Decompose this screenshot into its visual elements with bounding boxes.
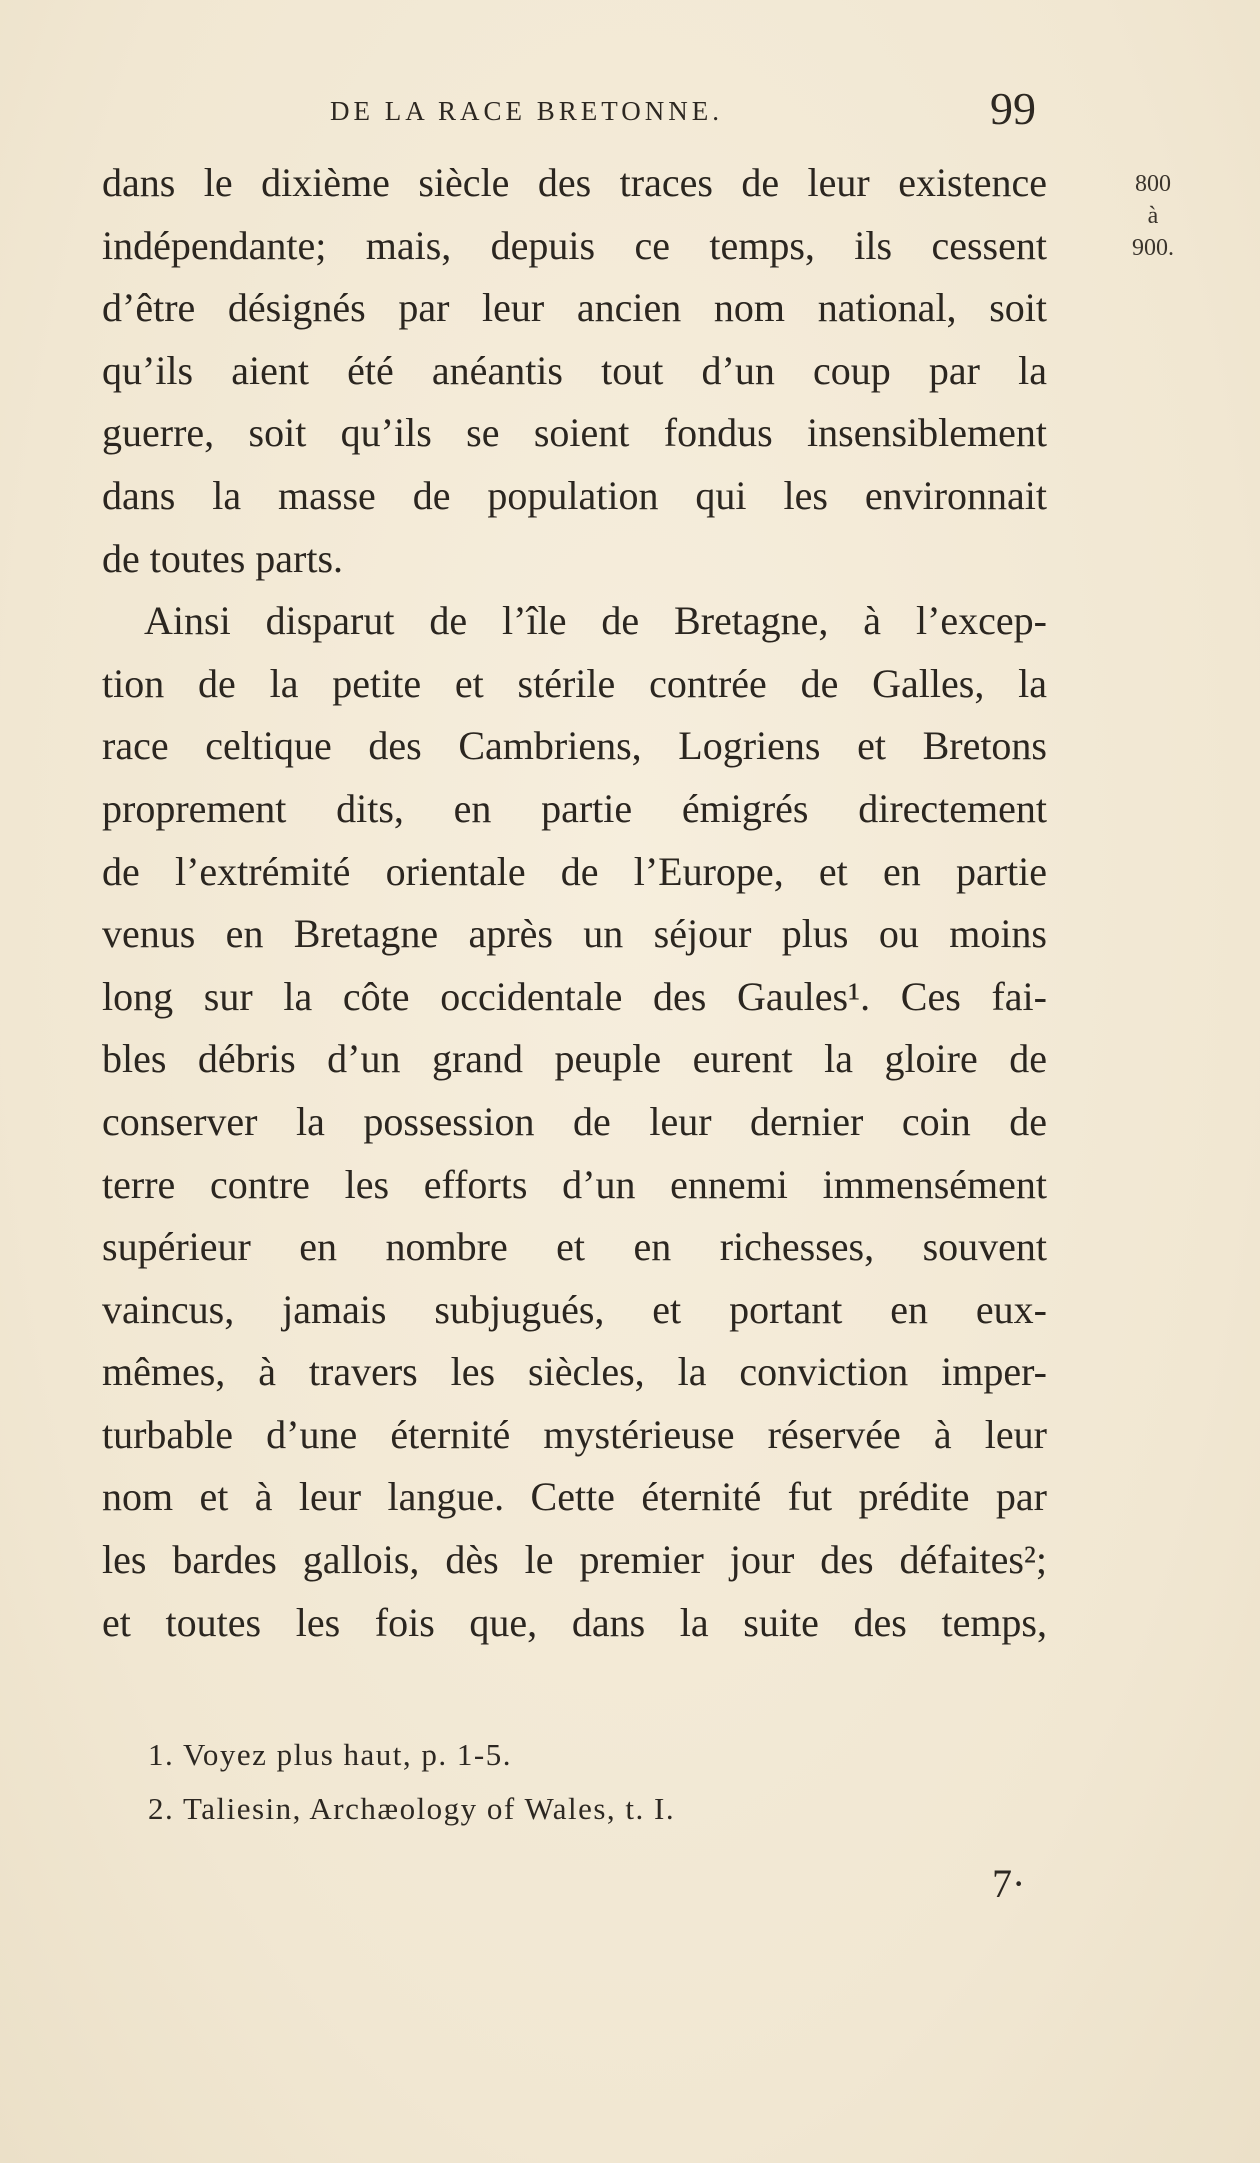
paragraph-start-line: Ainsi disparut de l’île de Bretagne, à l’excep- bbox=[144, 598, 1047, 644]
text-line: mêmes, à travers les siècles, la conviction imper- bbox=[102, 1349, 1047, 1395]
margin-date-middle: à bbox=[1147, 203, 1159, 229]
text-line: dans le dixième siècle des traces de leur existence bbox=[102, 160, 1047, 205]
text-line: proprement dits, en partie émigrés directement bbox=[102, 785, 1047, 831]
text-line: supérieur en nombre et en richesses, souvent bbox=[102, 1224, 1047, 1270]
margin-date-note bbox=[1118, 168, 1188, 264]
text-line: et toutes les fois que, dans la suite des temps, bbox=[102, 1599, 1047, 1645]
text-line: terre contre les efforts d’un ennemi immensément bbox=[102, 1161, 1047, 1207]
text-line: race celtique des Cambriens, Logriens et Bretons bbox=[102, 723, 1047, 769]
margin-date-end: 900. bbox=[1132, 235, 1174, 261]
text-line: guerre, soit qu’ils se soient fondus insensiblement bbox=[102, 410, 1047, 456]
signature-mark: 7· bbox=[992, 1861, 1026, 1906]
margin-date-start: 800 bbox=[1135, 171, 1171, 197]
body-text bbox=[102, 152, 1047, 1654]
text-line: bles débris d’un grand peuple eurent la gloire de bbox=[102, 1036, 1047, 1082]
text-line: indépendante; mais, depuis ce temps, ils cessent bbox=[102, 222, 1047, 268]
footnotes bbox=[148, 1728, 1048, 1836]
footnote-2: 2. Taliesin, Archæology of Wales, t. I. bbox=[148, 1791, 676, 1826]
footnote-1: 1. Voyez plus haut, p. 1-5. bbox=[148, 1737, 512, 1772]
text-line: d’être désignés par leur ancien nom national, soit bbox=[102, 285, 1047, 331]
page-number: 99 bbox=[990, 83, 1036, 134]
text-line: nom et à leur langue. Cette éternité fut prédite par bbox=[102, 1474, 1047, 1520]
text-line: venus en Bretagne après un séjour plus ou moins bbox=[102, 911, 1047, 957]
running-head: DE LA RACE BRETONNE. bbox=[330, 96, 724, 126]
text-line: vaincus, jamais subjugués, et portant en eux- bbox=[102, 1286, 1047, 1332]
text-line: long sur la côte occidentale des Gaules¹. Ces fai- bbox=[102, 973, 1047, 1019]
text-line: dans la masse de population qui les environnait bbox=[102, 472, 1047, 518]
text-line: conserver la possession de leur dernier coin de bbox=[102, 1098, 1047, 1144]
paragraph-end-line: de toutes parts. bbox=[102, 535, 344, 581]
text-line: les bardes gallois, dès le premier jour des défaites²; bbox=[102, 1537, 1047, 1583]
text-line: turbable d’une éternité mystérieuse réservée à leur bbox=[102, 1411, 1047, 1457]
text-line: tion de la petite et stérile contrée de Galles, la bbox=[102, 660, 1047, 706]
text-line: qu’ils aient été anéantis tout d’un coup par la bbox=[102, 347, 1047, 393]
text-line: de l’extrémité orientale de l’Europe, et en partie bbox=[102, 848, 1047, 894]
